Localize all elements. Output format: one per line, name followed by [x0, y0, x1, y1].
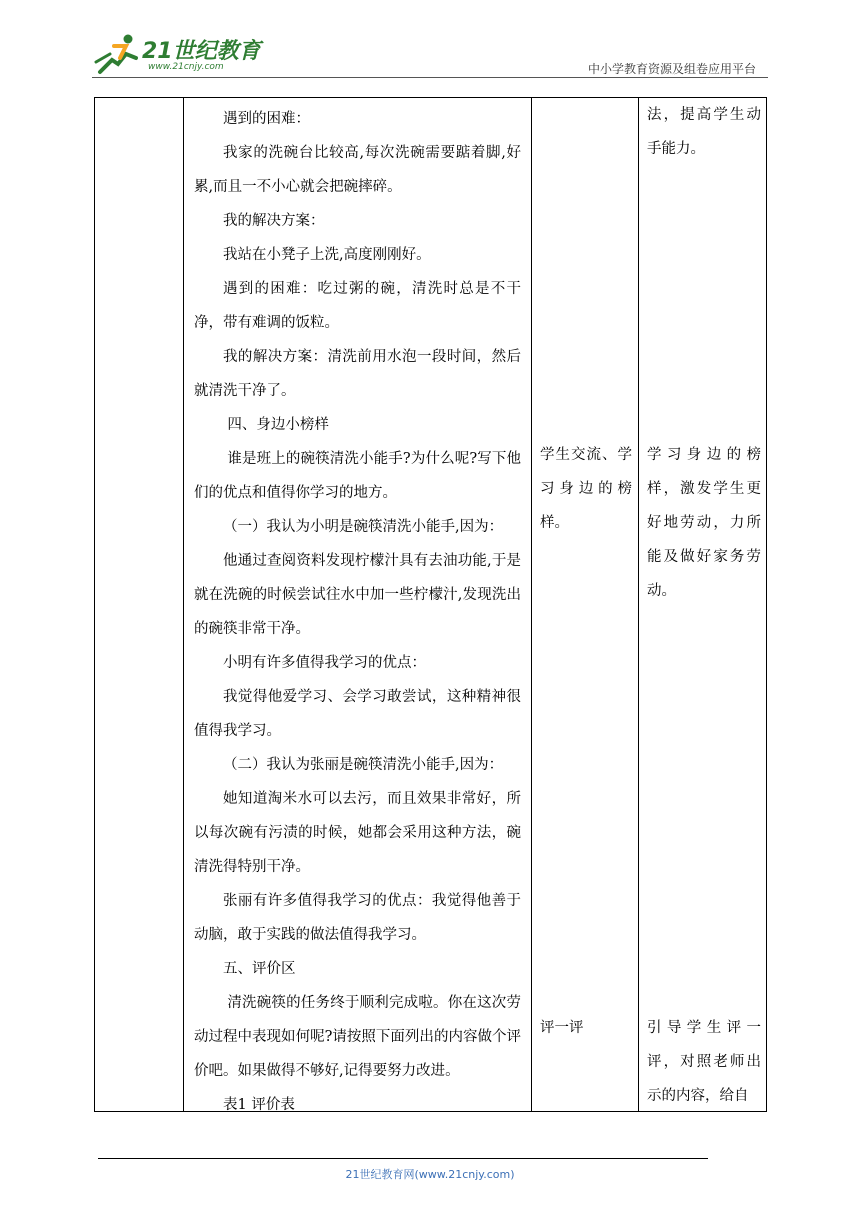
content-paragraph: 我觉得他爱学习、会学习敢尝试，这种精神很值得我学习。: [194, 689, 521, 739]
content-paragraph: 遇到的困难：: [223, 111, 310, 127]
logo-url: www.21cnjy.com: [148, 62, 224, 72]
activity-exchange-text: 学生交流、学习身边的榜样。: [540, 447, 632, 531]
column-divider: [531, 98, 532, 1111]
content-paragraph: （一）我认为小明是碗筷清洗小能手,因为：: [223, 519, 504, 535]
content-paragraph: 我家的洗碗台比较高,每次洗碗需要踮着脚,好累,而且一不小心就会把碗摔碎。: [194, 145, 521, 195]
column-divider: [638, 98, 639, 1111]
footer-link[interactable]: 21世纪教育网(www.21cnjy.com): [345, 1168, 515, 1181]
content-paragraph: 她知道淘米水可以去污，而且效果非常好，所以每次碗有污渍的时候，她都会采用这种方法，碗清洗得特别干净。: [194, 791, 521, 875]
table-caption: 表1 评价表: [223, 1097, 295, 1113]
content-paragraph: 他通过查阅资料发现柠檬汁具有去油功能,于是就在洗碗的时候尝试往水中加一些柠檬汁,发现洗出的碗筷非常干净。: [194, 553, 521, 637]
logo-text: 21世纪教育: [142, 39, 261, 64]
header-slogan: 中小学教育资源及组卷应用平台: [587, 62, 756, 76]
content-paragraph: （二）我认为张丽是碗筷清洗小能手,因为：: [223, 757, 504, 773]
running-figure-icon: [92, 32, 142, 76]
intent-top-text: 法，提高学生动手能力。: [647, 107, 761, 157]
content-paragraph: 遇到的困难：吃过粥的碗，清洗时总是不干净，带有难调的饭粒。: [194, 281, 521, 331]
content-paragraph: 小明有许多值得我学习的优点：: [223, 655, 426, 671]
content-paragraph: 张丽有许多值得我学习的优点：我觉得他善于动脑，敢于实践的做法值得我学习。: [194, 893, 521, 943]
page-header: [92, 26, 768, 78]
activity-evaluate-text: 评一评: [540, 1020, 584, 1036]
header-divider: [92, 77, 768, 78]
section-heading: 四、身边小榜样: [227, 417, 329, 433]
content-paragraph: 我的解决方案：清洗前用水泡一段时间，然后就清洗干净了。: [194, 349, 521, 399]
teaching-content-cell: [184, 98, 531, 1122]
section-heading: 五、评价区: [223, 961, 296, 977]
lesson-table: [94, 97, 767, 1112]
footer-divider: [98, 1158, 708, 1159]
content-paragraph: 我的解决方案：: [223, 213, 325, 229]
content-paragraph: 清洗碗筷的任务终于顺利完成啦。你在这次劳动过程中表现如何呢?请按照下面列出的内容做个评价吧。如果做得不够好,记得要努力改进。: [194, 995, 521, 1079]
intent-middle-text: 学习身边的榜样，激发学生更好地劳动，力所能及做好家务劳动。: [647, 447, 761, 599]
intent-bottom-text: 引导学生评一评，对照老师出示的内容，给自: [647, 1020, 761, 1104]
site-logo[interactable]: [92, 32, 262, 76]
content-paragraph: 我站在小凳子上洗,高度刚刚好。: [223, 247, 431, 263]
content-paragraph: 谁是班上的碗筷清洗小能手?为什么呢?写下他们的优点和值得你学习的地方。: [194, 451, 521, 501]
